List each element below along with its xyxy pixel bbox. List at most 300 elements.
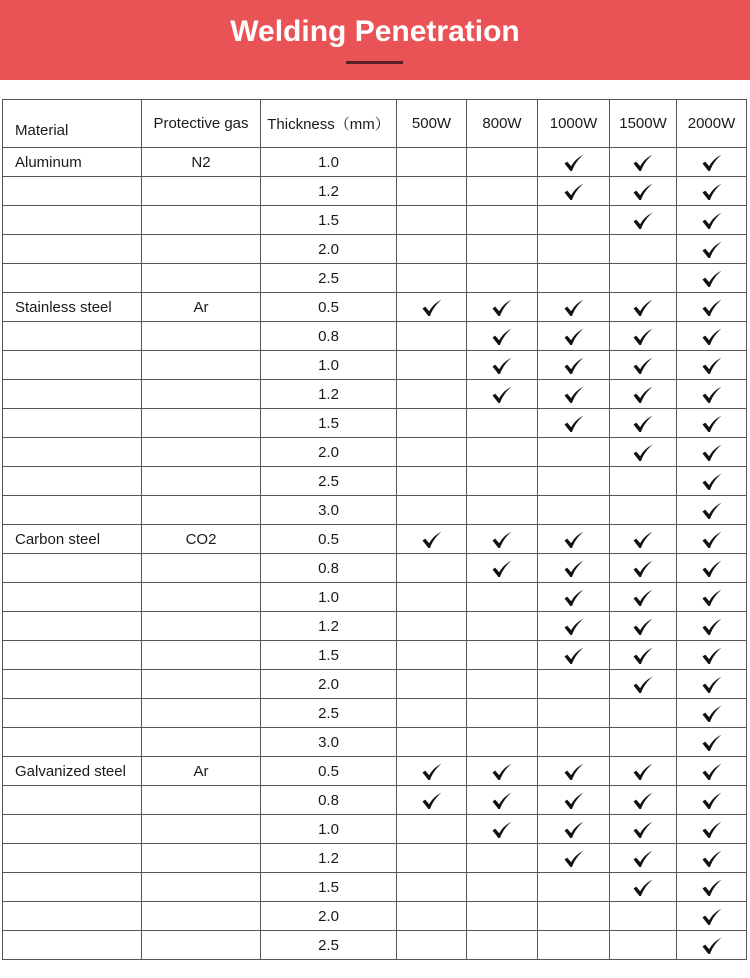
table-row xyxy=(3,467,747,496)
check-icon xyxy=(563,328,585,346)
thickness-cell: 3.0 xyxy=(261,496,397,525)
check-icon xyxy=(632,183,654,201)
power-cell xyxy=(397,467,467,496)
check-icon xyxy=(701,386,723,404)
power-cell xyxy=(610,670,677,699)
table-row xyxy=(3,148,747,177)
check-icon xyxy=(701,763,723,781)
power-cell xyxy=(397,525,467,554)
header-thickness: Thickness（mm） xyxy=(261,100,397,148)
material-cell xyxy=(3,177,142,206)
check-icon xyxy=(701,908,723,926)
power-cell xyxy=(677,902,747,931)
check-icon xyxy=(632,444,654,462)
protective-gas-cell xyxy=(142,438,261,467)
table-row xyxy=(3,931,747,960)
thickness-cell: 1.0 xyxy=(261,148,397,177)
power-cell xyxy=(467,873,538,902)
thickness-cell: 0.8 xyxy=(261,322,397,351)
power-cell xyxy=(610,873,677,902)
check-icon xyxy=(701,212,723,230)
check-icon xyxy=(563,821,585,839)
protective-gas-cell xyxy=(142,496,261,525)
power-cell xyxy=(610,467,677,496)
check-icon xyxy=(701,270,723,288)
check-icon xyxy=(632,386,654,404)
power-cell xyxy=(610,728,677,757)
power-cell xyxy=(538,322,610,351)
table-row xyxy=(3,583,747,612)
power-cell xyxy=(467,902,538,931)
check-icon xyxy=(632,154,654,172)
check-icon xyxy=(701,154,723,172)
power-cell xyxy=(397,380,467,409)
power-cell xyxy=(467,264,538,293)
power-cell xyxy=(677,931,747,960)
power-cell xyxy=(538,235,610,264)
check-icon xyxy=(491,386,513,404)
power-cell xyxy=(397,496,467,525)
power-cell xyxy=(677,264,747,293)
power-cell xyxy=(677,235,747,264)
header-500w: 500W xyxy=(397,100,467,148)
power-cell xyxy=(397,438,467,467)
power-cell xyxy=(538,496,610,525)
power-cell xyxy=(397,757,467,786)
header-1000w: 1000W xyxy=(538,100,610,148)
power-cell xyxy=(610,148,677,177)
protective-gas-cell xyxy=(142,322,261,351)
check-icon xyxy=(701,299,723,317)
power-cell xyxy=(397,873,467,902)
check-icon xyxy=(563,415,585,433)
power-cell xyxy=(538,873,610,902)
protective-gas-cell xyxy=(142,235,261,264)
check-icon xyxy=(701,937,723,955)
power-cell xyxy=(467,351,538,380)
power-cell xyxy=(610,583,677,612)
check-icon xyxy=(701,241,723,259)
material-cell: Galvanized steel xyxy=(3,757,142,786)
power-cell xyxy=(397,583,467,612)
power-cell xyxy=(610,931,677,960)
table-row xyxy=(3,728,747,757)
material-cell: Carbon steel xyxy=(3,525,142,554)
material-cell xyxy=(3,322,142,351)
power-cell xyxy=(677,670,747,699)
power-cell xyxy=(610,438,677,467)
check-icon xyxy=(491,763,513,781)
check-icon xyxy=(701,734,723,752)
power-cell xyxy=(538,902,610,931)
thickness-cell: 1.5 xyxy=(261,409,397,438)
check-icon xyxy=(701,328,723,346)
power-cell xyxy=(677,844,747,873)
header-2000w: 2000W xyxy=(677,100,747,148)
power-cell xyxy=(610,554,677,583)
check-icon xyxy=(632,328,654,346)
power-cell xyxy=(677,206,747,235)
protective-gas-cell xyxy=(142,409,261,438)
table-row xyxy=(3,641,747,670)
protective-gas-cell xyxy=(142,728,261,757)
check-icon xyxy=(701,415,723,433)
material-cell xyxy=(3,438,142,467)
power-cell xyxy=(467,438,538,467)
power-cell xyxy=(397,351,467,380)
power-cell xyxy=(397,409,467,438)
thickness-cell: 0.5 xyxy=(261,525,397,554)
penetration-table xyxy=(2,99,747,960)
power-cell xyxy=(397,699,467,728)
check-icon xyxy=(632,299,654,317)
protective-gas-cell xyxy=(142,351,261,380)
check-icon xyxy=(563,299,585,317)
check-icon xyxy=(701,560,723,578)
table-row xyxy=(3,206,747,235)
power-cell xyxy=(467,148,538,177)
check-icon xyxy=(491,560,513,578)
power-cell xyxy=(538,612,610,641)
power-cell xyxy=(677,815,747,844)
power-cell xyxy=(538,670,610,699)
table-row xyxy=(3,351,747,380)
check-icon xyxy=(701,705,723,723)
protective-gas-cell: CO2 xyxy=(142,525,261,554)
check-icon xyxy=(563,589,585,607)
protective-gas-cell xyxy=(142,206,261,235)
power-cell xyxy=(677,699,747,728)
power-cell xyxy=(467,815,538,844)
power-cell xyxy=(538,931,610,960)
power-cell xyxy=(538,525,610,554)
thickness-cell: 1.2 xyxy=(261,177,397,206)
material-cell xyxy=(3,786,142,815)
thickness-cell: 2.5 xyxy=(261,931,397,960)
table-row xyxy=(3,177,747,206)
header-row xyxy=(3,100,747,148)
check-icon xyxy=(701,589,723,607)
power-cell xyxy=(677,757,747,786)
power-cell xyxy=(538,293,610,322)
check-icon xyxy=(563,763,585,781)
check-icon xyxy=(491,821,513,839)
check-icon xyxy=(421,763,443,781)
power-cell xyxy=(467,235,538,264)
power-cell xyxy=(677,496,747,525)
thickness-cell: 1.0 xyxy=(261,351,397,380)
table-row xyxy=(3,612,747,641)
power-cell xyxy=(467,496,538,525)
protective-gas-cell xyxy=(142,612,261,641)
protective-gas-cell: N2 xyxy=(142,148,261,177)
power-cell xyxy=(467,757,538,786)
power-cell xyxy=(467,177,538,206)
power-cell xyxy=(538,148,610,177)
page-title: Welding Penetration xyxy=(230,15,520,48)
table-row xyxy=(3,264,747,293)
check-icon xyxy=(491,531,513,549)
table-row xyxy=(3,786,747,815)
power-cell xyxy=(397,235,467,264)
power-cell xyxy=(397,148,467,177)
thickness-cell: 1.5 xyxy=(261,206,397,235)
material-cell xyxy=(3,409,142,438)
power-cell xyxy=(677,148,747,177)
thickness-cell: 1.2 xyxy=(261,844,397,873)
power-cell xyxy=(397,293,467,322)
power-cell xyxy=(538,206,610,235)
power-cell xyxy=(610,815,677,844)
material-cell: Aluminum xyxy=(3,148,142,177)
power-cell xyxy=(677,293,747,322)
power-cell xyxy=(467,380,538,409)
check-icon xyxy=(632,560,654,578)
table-row xyxy=(3,844,747,873)
check-icon xyxy=(632,647,654,665)
protective-gas-cell xyxy=(142,902,261,931)
power-cell xyxy=(467,409,538,438)
power-cell xyxy=(677,351,747,380)
power-cell xyxy=(677,641,747,670)
power-cell xyxy=(677,612,747,641)
power-cell xyxy=(610,757,677,786)
thickness-cell: 1.2 xyxy=(261,380,397,409)
power-cell xyxy=(610,351,677,380)
power-cell xyxy=(610,409,677,438)
thickness-cell: 3.0 xyxy=(261,728,397,757)
power-cell xyxy=(397,612,467,641)
power-cell xyxy=(538,554,610,583)
table-body xyxy=(3,148,747,960)
power-cell xyxy=(677,380,747,409)
power-cell xyxy=(538,757,610,786)
power-cell xyxy=(677,322,747,351)
thickness-cell: 1.2 xyxy=(261,612,397,641)
material-cell xyxy=(3,699,142,728)
thickness-cell: 0.8 xyxy=(261,786,397,815)
table-row xyxy=(3,902,747,931)
power-cell xyxy=(538,728,610,757)
check-icon xyxy=(701,183,723,201)
check-icon xyxy=(701,879,723,897)
check-icon xyxy=(701,444,723,462)
header-1500w: 1500W xyxy=(610,100,677,148)
thickness-cell: 1.0 xyxy=(261,815,397,844)
power-cell xyxy=(677,525,747,554)
check-icon xyxy=(563,386,585,404)
check-icon xyxy=(421,299,443,317)
thickness-cell: 0.5 xyxy=(261,757,397,786)
thickness-cell: 1.5 xyxy=(261,873,397,902)
protective-gas-cell xyxy=(142,264,261,293)
check-icon xyxy=(632,415,654,433)
table-row xyxy=(3,554,747,583)
power-cell xyxy=(397,728,467,757)
power-cell xyxy=(538,844,610,873)
power-cell xyxy=(467,670,538,699)
check-icon xyxy=(632,850,654,868)
power-cell xyxy=(467,612,538,641)
power-cell xyxy=(677,409,747,438)
power-cell xyxy=(397,177,467,206)
thickness-cell: 1.0 xyxy=(261,583,397,612)
power-cell xyxy=(677,438,747,467)
check-icon xyxy=(701,357,723,375)
protective-gas-cell: Ar xyxy=(142,293,261,322)
power-cell xyxy=(467,641,538,670)
power-cell xyxy=(610,786,677,815)
check-icon xyxy=(563,792,585,810)
power-cell xyxy=(467,786,538,815)
check-icon xyxy=(632,618,654,636)
material-cell xyxy=(3,351,142,380)
power-cell xyxy=(397,844,467,873)
power-cell xyxy=(538,467,610,496)
power-cell xyxy=(610,264,677,293)
check-icon xyxy=(701,531,723,549)
thickness-cell: 0.8 xyxy=(261,554,397,583)
power-cell xyxy=(397,264,467,293)
table-row xyxy=(3,525,747,554)
thickness-cell: 0.5 xyxy=(261,293,397,322)
power-cell xyxy=(610,293,677,322)
thickness-cell: 2.5 xyxy=(261,699,397,728)
power-cell xyxy=(610,612,677,641)
power-cell xyxy=(610,641,677,670)
power-cell xyxy=(397,641,467,670)
check-icon xyxy=(632,531,654,549)
table-row xyxy=(3,322,747,351)
protective-gas-cell xyxy=(142,699,261,728)
power-cell xyxy=(467,525,538,554)
check-icon xyxy=(632,821,654,839)
protective-gas-cell xyxy=(142,467,261,496)
power-cell xyxy=(397,786,467,815)
material-cell xyxy=(3,206,142,235)
table-row xyxy=(3,699,747,728)
thickness-cell: 2.5 xyxy=(261,467,397,496)
protective-gas-cell xyxy=(142,931,261,960)
power-cell xyxy=(467,844,538,873)
power-cell xyxy=(467,699,538,728)
power-cell xyxy=(538,641,610,670)
power-cell xyxy=(397,670,467,699)
check-icon xyxy=(563,183,585,201)
check-icon xyxy=(563,647,585,665)
power-cell xyxy=(538,380,610,409)
check-icon xyxy=(491,357,513,375)
thickness-cell: 2.0 xyxy=(261,438,397,467)
check-icon xyxy=(701,502,723,520)
protective-gas-cell xyxy=(142,380,261,409)
thickness-cell: 2.0 xyxy=(261,902,397,931)
power-cell xyxy=(467,583,538,612)
check-icon xyxy=(491,299,513,317)
check-icon xyxy=(563,154,585,172)
check-icon xyxy=(632,879,654,897)
check-icon xyxy=(632,589,654,607)
power-cell xyxy=(467,293,538,322)
protective-gas-cell xyxy=(142,177,261,206)
check-icon xyxy=(563,850,585,868)
check-icon xyxy=(701,473,723,491)
power-cell xyxy=(467,931,538,960)
power-cell xyxy=(677,554,747,583)
table-row xyxy=(3,757,747,786)
table-row xyxy=(3,496,747,525)
title-underline xyxy=(346,61,403,64)
table-row xyxy=(3,293,747,322)
material-cell xyxy=(3,264,142,293)
check-icon xyxy=(632,212,654,230)
check-icon xyxy=(701,647,723,665)
check-icon xyxy=(632,763,654,781)
protective-gas-cell xyxy=(142,583,261,612)
thickness-cell: 2.5 xyxy=(261,264,397,293)
power-cell xyxy=(677,467,747,496)
power-cell xyxy=(677,583,747,612)
power-cell xyxy=(538,264,610,293)
check-icon xyxy=(491,328,513,346)
material-cell xyxy=(3,496,142,525)
check-icon xyxy=(563,618,585,636)
check-icon xyxy=(632,676,654,694)
table-row xyxy=(3,409,747,438)
power-cell xyxy=(610,177,677,206)
power-cell xyxy=(610,322,677,351)
power-cell xyxy=(397,322,467,351)
material-cell xyxy=(3,467,142,496)
thickness-cell: 1.5 xyxy=(261,641,397,670)
power-cell xyxy=(397,902,467,931)
power-cell xyxy=(467,467,538,496)
power-cell xyxy=(677,873,747,902)
protective-gas-cell xyxy=(142,786,261,815)
check-icon xyxy=(563,357,585,375)
material-cell xyxy=(3,612,142,641)
material-cell xyxy=(3,554,142,583)
power-cell xyxy=(610,496,677,525)
power-cell xyxy=(467,728,538,757)
thickness-cell: 2.0 xyxy=(261,235,397,264)
power-cell xyxy=(397,554,467,583)
material-cell xyxy=(3,844,142,873)
check-icon xyxy=(563,531,585,549)
material-cell xyxy=(3,235,142,264)
table-row xyxy=(3,670,747,699)
check-icon xyxy=(632,357,654,375)
material-cell xyxy=(3,873,142,902)
power-cell xyxy=(467,554,538,583)
check-icon xyxy=(701,676,723,694)
power-cell xyxy=(610,902,677,931)
power-cell xyxy=(397,931,467,960)
material-cell xyxy=(3,641,142,670)
protective-gas-cell: Ar xyxy=(142,757,261,786)
material-cell xyxy=(3,815,142,844)
power-cell xyxy=(538,583,610,612)
protective-gas-cell xyxy=(142,844,261,873)
thickness-cell: 2.0 xyxy=(261,670,397,699)
power-cell xyxy=(467,322,538,351)
material-cell xyxy=(3,380,142,409)
check-icon xyxy=(632,792,654,810)
check-icon xyxy=(421,531,443,549)
protective-gas-cell xyxy=(142,641,261,670)
power-cell xyxy=(677,786,747,815)
table-row xyxy=(3,235,747,264)
